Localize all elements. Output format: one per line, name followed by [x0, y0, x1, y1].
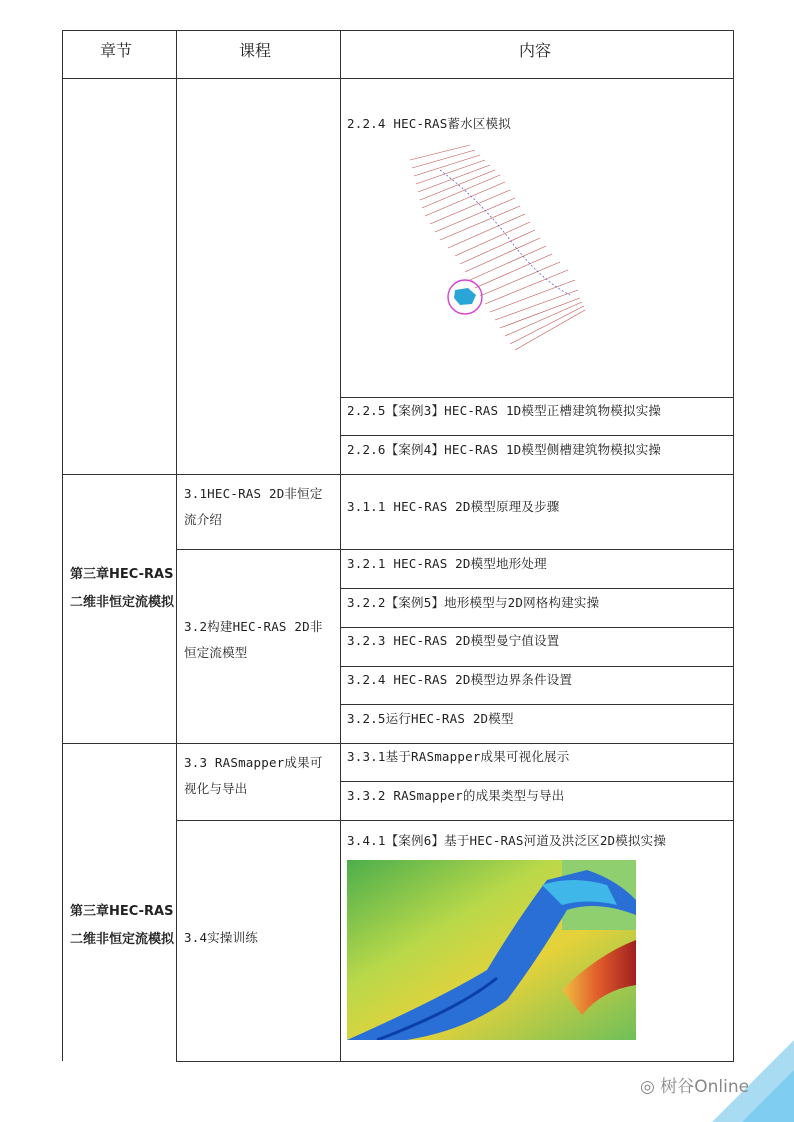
watermark: ◎ 树谷Online: [640, 1077, 750, 1097]
course-3-3: 3.3 RASmapper成果可视化与导出: [184, 755, 323, 796]
item-3-2-3: 3.2.3 HEC-RAS 2D模型曼宁值设置: [347, 633, 560, 648]
item-2-2-4: 2.2.4 HEC-RAS蓄水区模拟: [347, 116, 511, 131]
chapter-3-label-repeat: 第三章HEC-RAS二维非恒定流模拟: [70, 904, 175, 947]
header-content: 内容: [519, 41, 552, 60]
course-3-2: 3.2构建HEC-RAS 2D非恒定流模型: [184, 619, 323, 660]
item-3-1-1: 3.1.1 HEC-RAS 2D模型原理及步骤: [347, 499, 560, 514]
reservoir-cross-section-figure: [400, 140, 590, 355]
course-3-1: 3.1HEC-RAS 2D非恒定流介绍: [184, 486, 323, 527]
course-3-4: 3.4实操训练: [184, 930, 258, 945]
item-2-2-6: 2.2.6【案例4】HEC-RAS 1D模型侧槽建筑物模拟实操: [347, 442, 662, 457]
item-3-2-4: 3.2.4 HEC-RAS 2D模型边界条件设置: [347, 672, 573, 687]
chapter-3-label: 第三章HEC-RAS二维非恒定流模拟: [70, 567, 175, 610]
item-3-2-5: 3.2.5运行HEC-RAS 2D模型: [347, 711, 514, 726]
floodplain-2d-result-map: [347, 860, 636, 1040]
item-2-2-5: 2.2.5【案例3】HEC-RAS 1D模型正槽建筑物模拟实操: [347, 403, 662, 418]
header-course: 课程: [239, 41, 272, 60]
item-3-2-1: 3.2.1 HEC-RAS 2D模型地形处理: [347, 556, 547, 571]
header-chapter: 章节: [100, 41, 133, 60]
item-3-3-1: 3.3.1基于RASmapper成果可视化展示: [347, 749, 570, 764]
item-3-3-2: 3.3.2 RASmapper的成果类型与导出: [347, 788, 565, 803]
item-3-2-2: 3.2.2【案例5】地形模型与2D网格构建实操: [347, 595, 600, 610]
item-3-4-1: 3.4.1【案例6】基于HEC-RAS河道及洪泛区2D模拟实操: [347, 833, 667, 848]
wechat-icon: ◎: [640, 1077, 655, 1097]
